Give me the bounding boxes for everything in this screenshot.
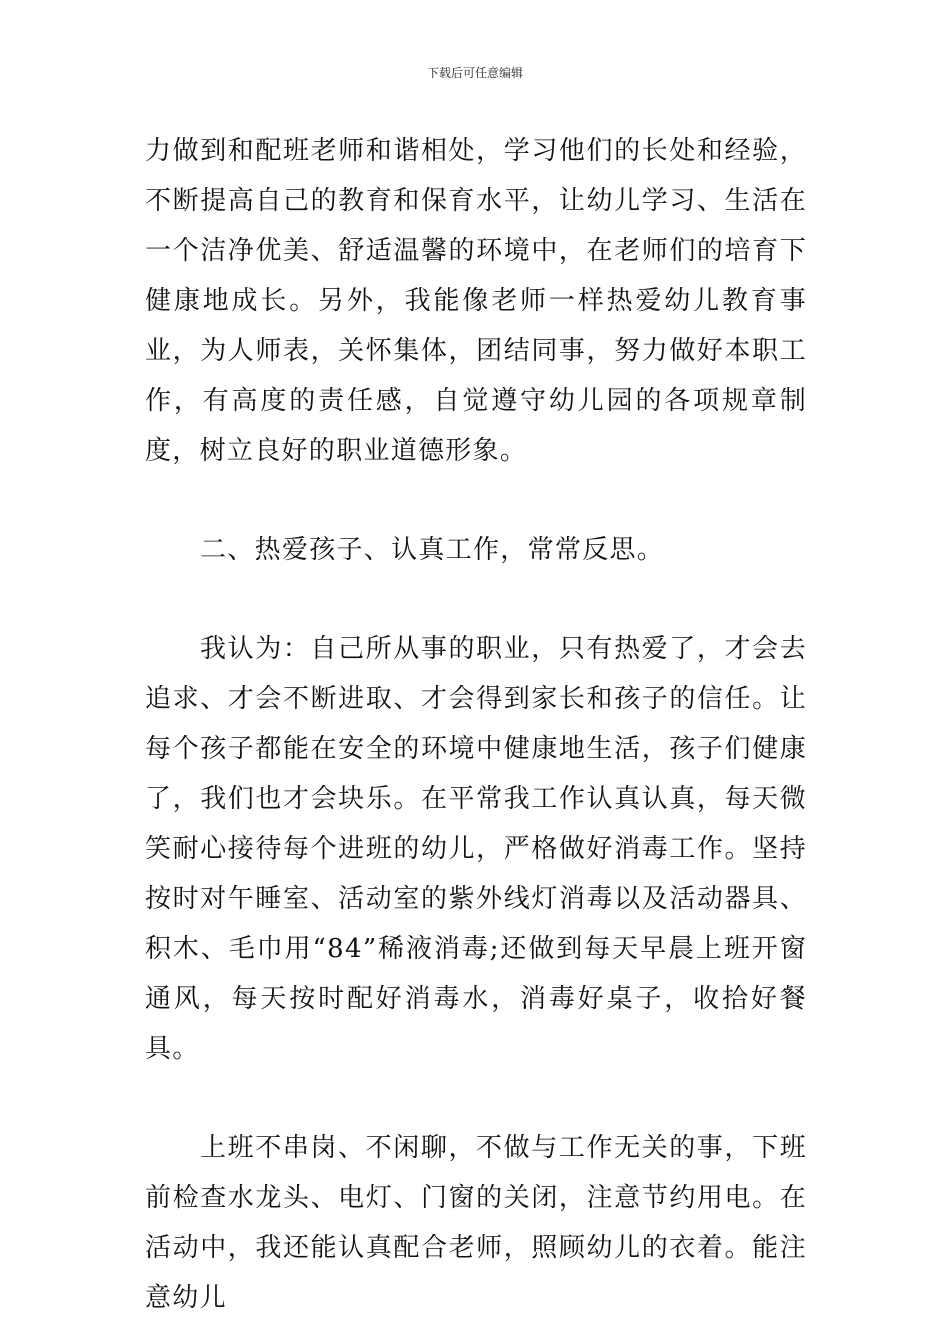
page-header-note: 下载后可任意编辑 — [426, 66, 523, 80]
paragraph-hygiene: 我认为：自己所从事的职业，只有热爱了，才会去追求、才会不断进取、才会得到家长和孩子的信任。让每个孩子都能在安全的环境中健康地生活，孩子们健康了，我们也才会块乐。在平常我工作认真认真，每天微笑耐心接待每个进班的幼儿，严格做好消毒工作。坚持按时对午睡室、活动室的紫外线灯消毒以及活动器具、积木、毛巾用“84”稀液消毒;还做到每天早晨上班开窗通风，每天按时配好消毒水，消毒好桌子，收拾好餐具。 — [145, 634, 807, 1064]
paragraph-continuation: 力做到和配班老师和谐相处，学习他们的长处和经验，不断提高自己的教育和保育水平，让幼儿学习、生活在一个洁净优美、舒适温馨的环境中，在老师们的培育下健康地成长。另外，我能像老师一样热爱幼儿教育事业，为人师表，关怀集体，团结同事，努力做好本职工作，有高度的责任感，自觉遵守幼儿园的各项规章制度，树立良好的职业道德形象。 — [145, 136, 807, 466]
section-heading: 二、热爱孩子、认真工作，常常反思。 — [200, 535, 665, 565]
document-body — [145, 126, 807, 1323]
paragraph-duties: 上班不串岗、不闲聊，不做与工作无关的事，下班前检查水龙头、电灯、门窗的关闭，注意节约用电。在活动中，我还能认真配合老师，照顾幼儿的衣着。能注意幼儿 — [145, 1133, 807, 1313]
